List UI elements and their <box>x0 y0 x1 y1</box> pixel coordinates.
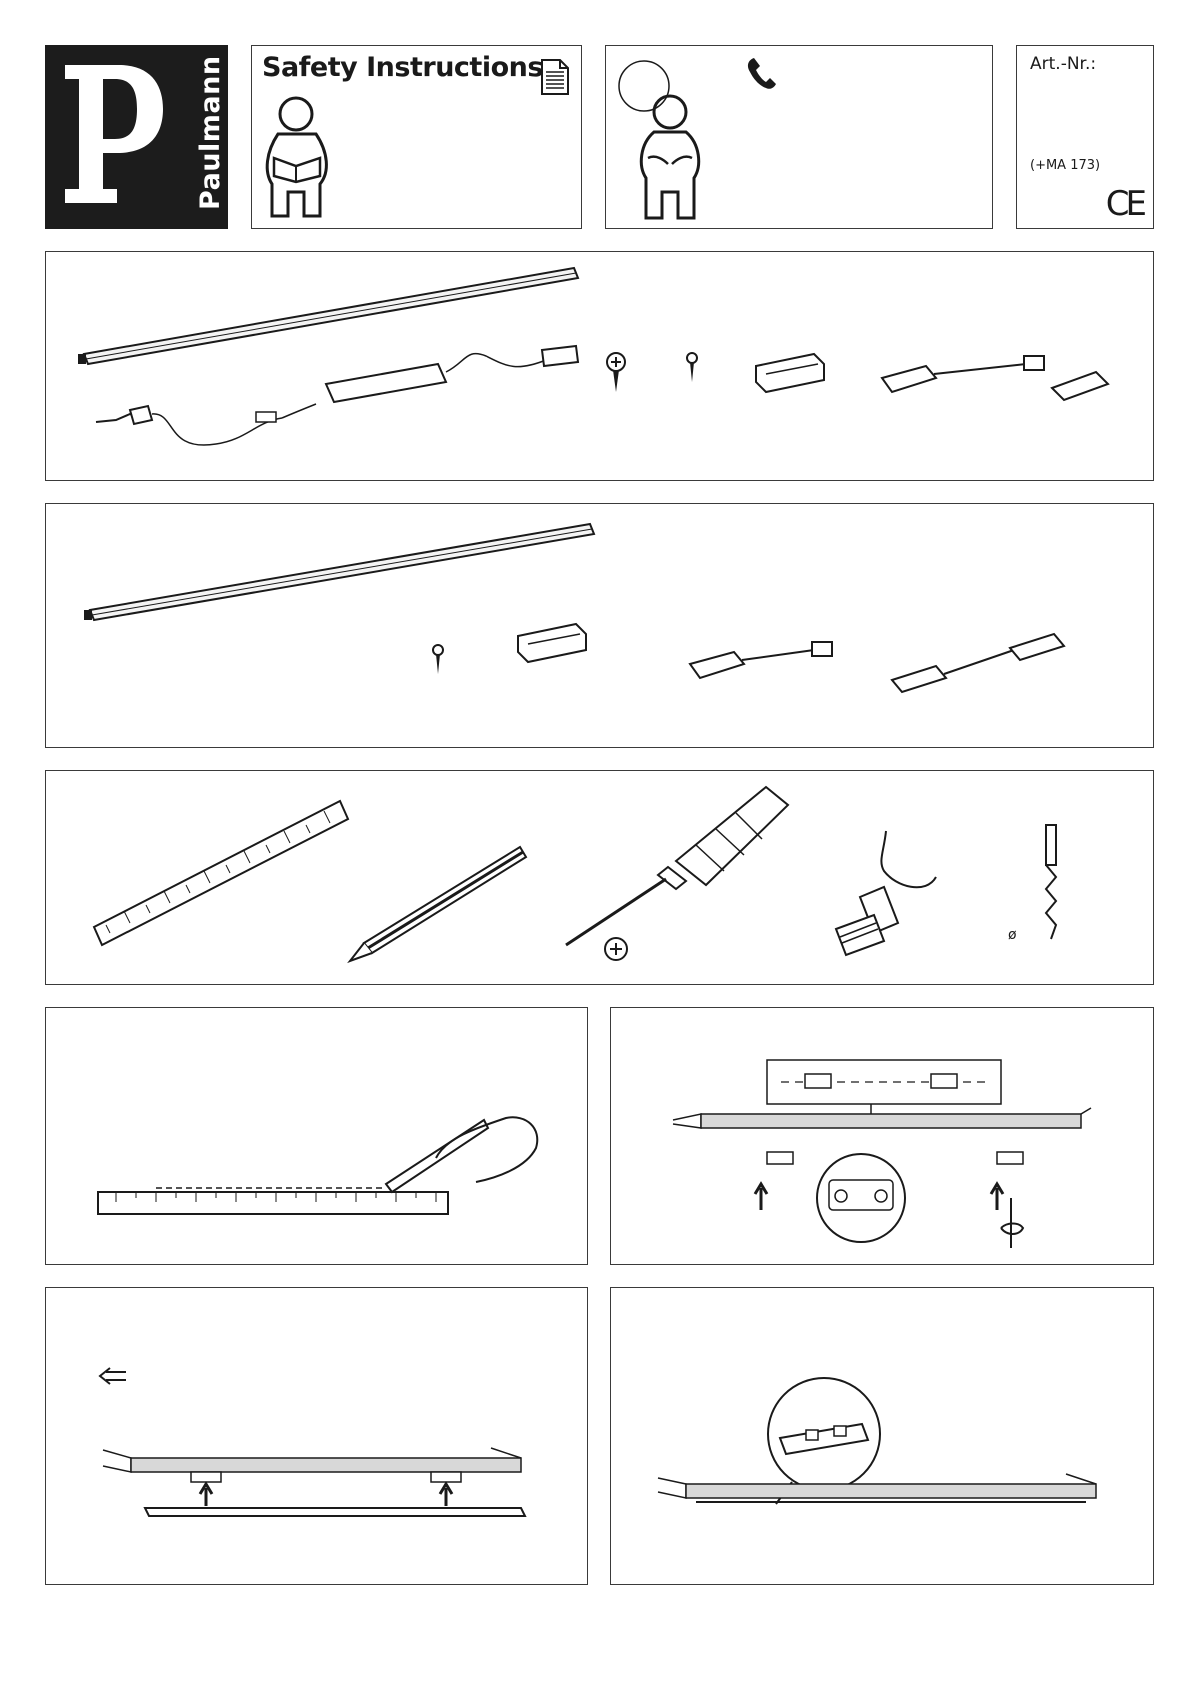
drill-icon <box>826 831 946 961</box>
diameter-symbol: ø <box>1008 927 1017 943</box>
screw-small <box>428 644 448 678</box>
step-marking-panel <box>45 1007 588 1265</box>
final-mount-illustration <box>656 1370 1136 1570</box>
arrow-left-icon <box>96 1366 136 1390</box>
driver-with-cable <box>86 352 606 462</box>
mounting-clip <box>514 622 594 672</box>
bar-insert-illustration <box>101 1438 541 1548</box>
safety-title: Safety Instructions <box>262 52 543 83</box>
screw-large <box>602 352 632 396</box>
phone-icon <box>742 54 776 98</box>
person-reading-icon <box>258 92 348 222</box>
arrow-up-icon <box>200 1484 212 1506</box>
document-icon <box>538 54 572 98</box>
led-bar <box>84 518 614 628</box>
arrow-up-icon <box>440 1484 452 1506</box>
screwdriver-icon <box>556 781 806 971</box>
arrow-up-icon <box>991 1184 1003 1210</box>
logo-p-glyph <box>59 57 169 217</box>
step-insert-bar-panel <box>45 1287 588 1585</box>
step-final-mount-panel <box>610 1287 1154 1585</box>
ruler-marking-illustration <box>96 1108 556 1218</box>
article-number-panel <box>1016 45 1154 229</box>
mounting-clip <box>752 352 832 402</box>
paulmann-logo <box>45 45 228 229</box>
tools-panel <box>45 770 1154 985</box>
arrow-up-icon <box>755 1184 767 1210</box>
parts-panel-2 <box>45 503 1154 748</box>
ce-mark: CE <box>1105 184 1143 224</box>
parts-panel-1 <box>45 251 1154 481</box>
article-number-label: Art.-Nr.: <box>1030 54 1097 74</box>
ruler-icon <box>90 797 360 957</box>
connector-cable <box>684 638 864 688</box>
ma-note: (+MA 173) <box>1030 158 1101 173</box>
step-clip-mounting-panel <box>610 1007 1154 1265</box>
drill-bit-icon <box>1036 825 1066 965</box>
safety-instructions-panel <box>251 45 582 229</box>
screw-small <box>682 352 702 386</box>
person-thinking-icon <box>634 88 724 228</box>
brand-name: Paulmann <box>195 55 226 210</box>
link-cable <box>886 634 1076 704</box>
clip-mounting-illustration <box>671 1058 1101 1298</box>
end-cap <box>1046 362 1126 412</box>
service-panel <box>605 45 993 229</box>
pencil-icon <box>344 839 534 959</box>
